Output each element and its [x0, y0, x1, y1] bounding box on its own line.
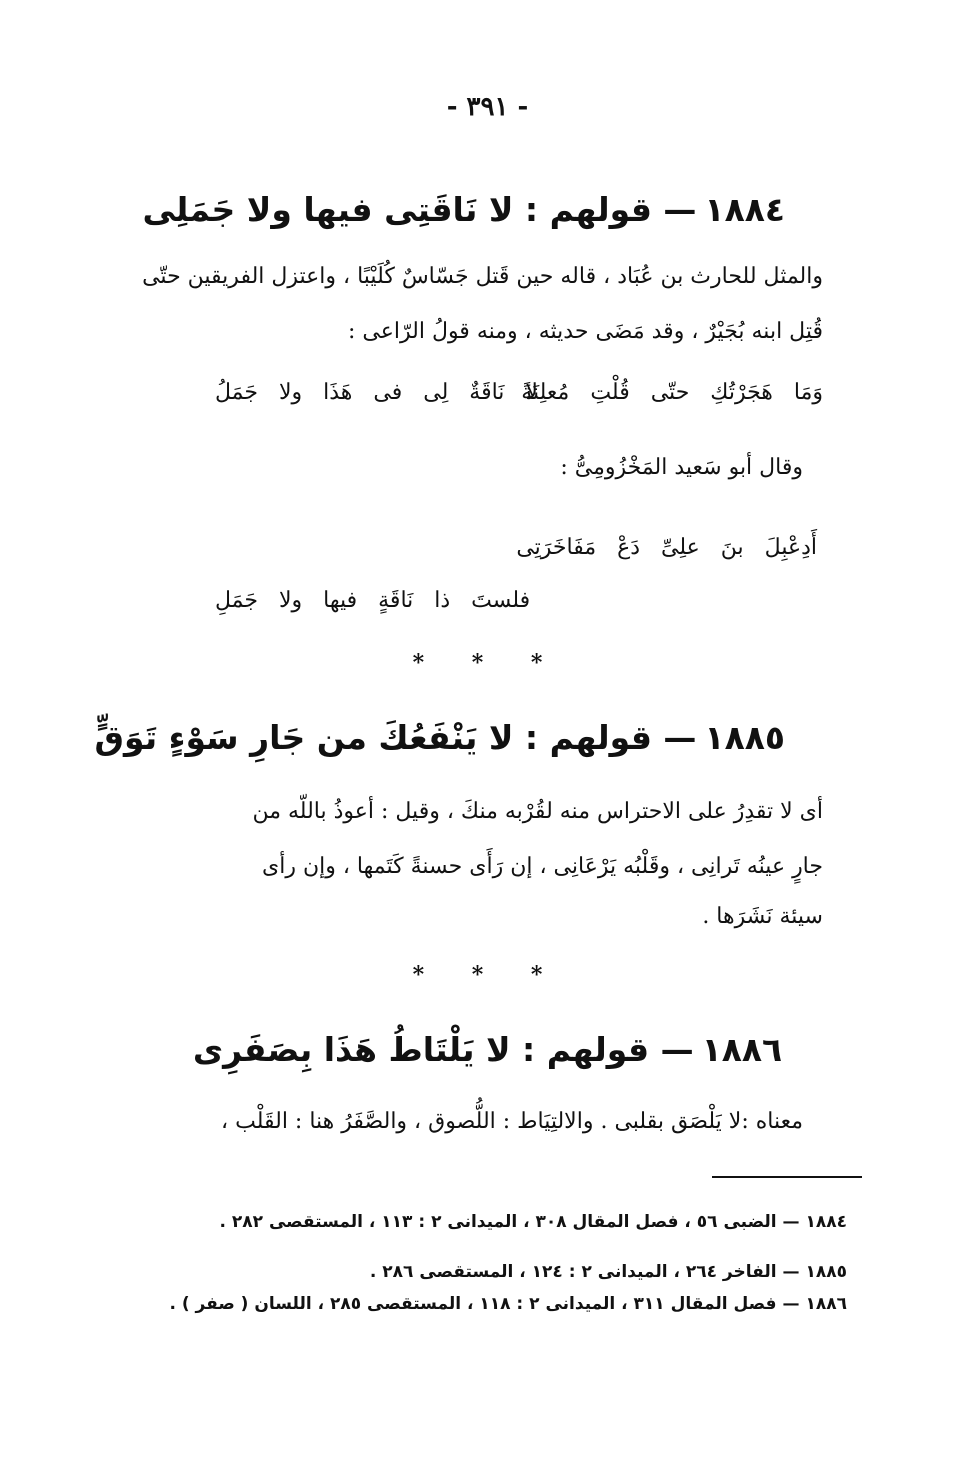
entry-1885-line-3: سيئة نَشَرَها .: [702, 904, 823, 929]
section-separator: * * *: [412, 650, 563, 676]
entry-1885-line-1: أى لا تقدِرُ على الاحتراس منه لقُرْبه منكَ ، وقيل : أعوذُ باللّه من: [252, 799, 823, 824]
verse-2-second-hemistich: فلستَ ذا نَاقَةٍ فيها ولا جَمَلِ: [215, 588, 531, 613]
entry-1884-line-1: والمثل للحارث بن عُبَاد ، قاله حين قَتل جَسّاسٌ كُلَيْبًا ، واعتزل الفريقين حتّى: [142, 264, 823, 289]
entry-title: — قولهم : لا نَاقَتِى فيها ولا جَمَلِى: [142, 190, 697, 229]
entry-heading-1886: [190, 1030, 785, 1069]
footnote-divider: [712, 1176, 862, 1178]
footnote-number: ١٨٨٥: [805, 1262, 847, 1282]
entry-number: ١٨٨٦: [701, 1030, 783, 1069]
entry-1885-line-2: جارٍ عينُه تَرانِى ، وقَلْبُه يَرْعَانِى ، إن رَأَى حسنةً كَتَمها ، وإن رأى: [262, 854, 823, 879]
entry-1886-line-1: معناه :لا يَلْصَق بقلبى . والالتِيَاط : اللُّصوق ، والصَّفَرُ هنا : القَلْب ،: [221, 1109, 803, 1134]
entry-1884-line-2: قُتِل ابنه بُجَيْرٌ ، وقد مَضَى حديثه ، ومنه قولُ الرّاعى :: [348, 319, 823, 344]
footnote-text: — فصل المقال ٣١١ ، الميدانى ٢ : ١١٨ ، المستقصى ٢٨٥ ، اللسان ( صفر ) .: [169, 1294, 800, 1314]
entry-heading-1884: [142, 190, 785, 229]
entry-title: — قولهم : لا يَلْتَاطُ هَذَا بِصَفَرِى: [192, 1030, 694, 1069]
footnote-number: ١٨٨٤: [805, 1212, 847, 1232]
footnote-number: ١٨٨٦: [805, 1294, 847, 1314]
verse-1-second-hemistich: لا نَاقَةٌ لِى فى هَذَا ولا جَمَلُ: [215, 380, 538, 405]
entry-heading-1885: [94, 718, 785, 757]
footnote-text: — الفاخر ٢٦٤ ، الميدانى ٢ : ١٢٤ ، المستقصى ٢٨٦ .: [369, 1262, 800, 1282]
footnote-1885: [370, 1262, 847, 1282]
verse-1-first-hemistich: وَمَا هَجَرْتُكِ حتّى قُلْتِ مُعلِنَةً: [521, 380, 823, 405]
page-number: - ٣٩١ -: [446, 92, 529, 122]
entry-number: ١٨٨٤: [704, 190, 785, 229]
entry-title: — قولهم : لا يَنْفَعُكَ من جَارِ سَوْءٍ تَوَقٍّ: [94, 718, 697, 757]
footnote-1886: [169, 1294, 847, 1314]
entry-number: ١٨٨٥: [704, 718, 785, 757]
footnote-1884: [220, 1212, 847, 1232]
section-separator: * * *: [412, 962, 563, 988]
entry-1884-intro: وقال أبو سَعيد المَخْزُومِىُّ :: [560, 455, 803, 480]
verse-2-first-hemistich: أَدِعْبِلَ بنَ علِىِّ دَعْ مَفَاخَرَتِى: [516, 535, 817, 560]
footnote-text: — الضبى ٥٦ ، فصل المقال ٣٠٨ ، الميدانى ٢ : ١١٣ ، المستقصى ٢٨٢ .: [219, 1212, 800, 1232]
